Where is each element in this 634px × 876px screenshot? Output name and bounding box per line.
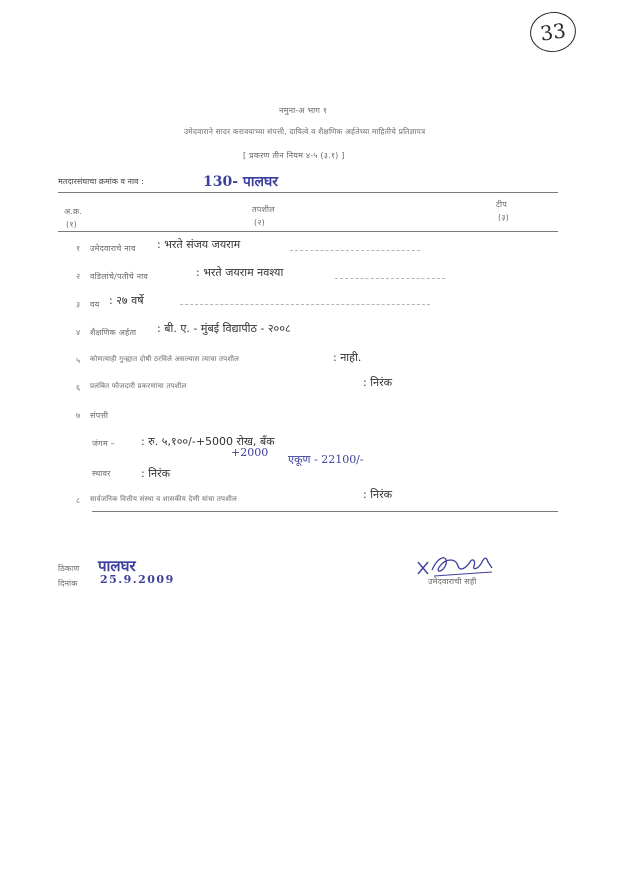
row-5-number: ५: [76, 356, 81, 365]
row-6-value: : निरंक: [363, 376, 393, 389]
column-serial-heading: अ.क्र.: [64, 207, 83, 216]
row-3-number: ३: [76, 300, 81, 309]
date-value: 25.9.2009: [100, 573, 175, 586]
document-title: उमेदवाराने सादर करावयाच्या संपत्ती, दायित्वे व शैक्षणिक अर्हतेच्या माहितीचे प्रतिज्ञापत्र: [184, 127, 426, 136]
row-7-label: संपत्ती: [90, 411, 109, 420]
row-1-label: उमेदवाराचे नाव: [90, 244, 136, 253]
row-5-value: : नाही.: [333, 351, 362, 364]
immovable-assets-value: : निरंक: [141, 467, 171, 480]
row-8-number: ८: [76, 496, 81, 505]
row-4-value: : बी. ए. - मुंबई विद्यापीठ - २००८: [157, 322, 291, 335]
row-1-dots: [290, 250, 420, 251]
movable-assets-total: एकूण - 22100/-: [288, 453, 364, 466]
signature-caption: उमेदवाराची सही: [428, 577, 477, 586]
immovable-assets-label: स्थावर: [92, 469, 111, 478]
row-2-number: २: [76, 272, 81, 281]
row-3-dots: [180, 304, 430, 305]
column-note-heading: टीप: [496, 200, 508, 209]
row-4-number: ४: [76, 328, 81, 337]
top-rule: [58, 192, 558, 193]
row-2-dots: [335, 278, 445, 279]
row-7-number: ७: [76, 411, 81, 420]
constituency-value: 130- पालघर: [203, 174, 278, 190]
bottom-rule: [92, 511, 558, 512]
date-label: दिनांक: [58, 579, 78, 588]
row-2-value: : भरते जयराम नवश्या: [196, 266, 284, 279]
movable-assets-value: : रु. ५,१००/-+5000 रोख, बँक: [141, 435, 275, 448]
row-5-label: कोणत्याही गुन्ह्यात दोषी ठरविले असल्यास त्याचा तपशील: [90, 355, 240, 363]
movable-assets-extra: +2000: [231, 446, 269, 459]
row-2-label: वडिलांचे/पतीचे नाव: [90, 272, 149, 281]
rule-reference: [ प्रकरण तीन नियम ४-५ (३.१) ]: [243, 151, 345, 160]
row-6-label: प्रलंबित फौजदारी प्रकरणांचा तपशील: [90, 382, 187, 390]
row-8-label: सार्वजनिक वित्तीय संस्था व शासकीय देणी यांचा तपशील: [90, 495, 237, 503]
movable-assets-label: जंगम –: [92, 439, 115, 448]
row-8-value: : निरंक: [363, 488, 393, 501]
column-details-number: (२): [254, 218, 266, 227]
row-3-value: : २७ वर्षे: [109, 294, 144, 307]
row-6-number: ६: [76, 383, 81, 392]
place-value: पालघर: [98, 557, 136, 575]
page-number-stamp: 33: [527, 9, 578, 55]
schedule-heading: नमुना-अ भाग १: [279, 106, 328, 115]
column-serial-number: (१): [66, 220, 78, 229]
row-3-label: वय: [90, 300, 100, 309]
place-label: ठिकाण: [58, 564, 80, 573]
column-note-number: (३): [498, 213, 510, 222]
header-rule: [58, 231, 558, 232]
row-1-value: : भरते संजय जयराम: [157, 238, 241, 251]
constituency-label: मतदारसंघाचा क्रमांक व नाव :: [58, 177, 144, 186]
row-1-number: १: [76, 244, 81, 253]
row-4-label: शैक्षणिक अर्हता: [90, 328, 137, 337]
column-details-heading: तपशील: [252, 205, 275, 214]
